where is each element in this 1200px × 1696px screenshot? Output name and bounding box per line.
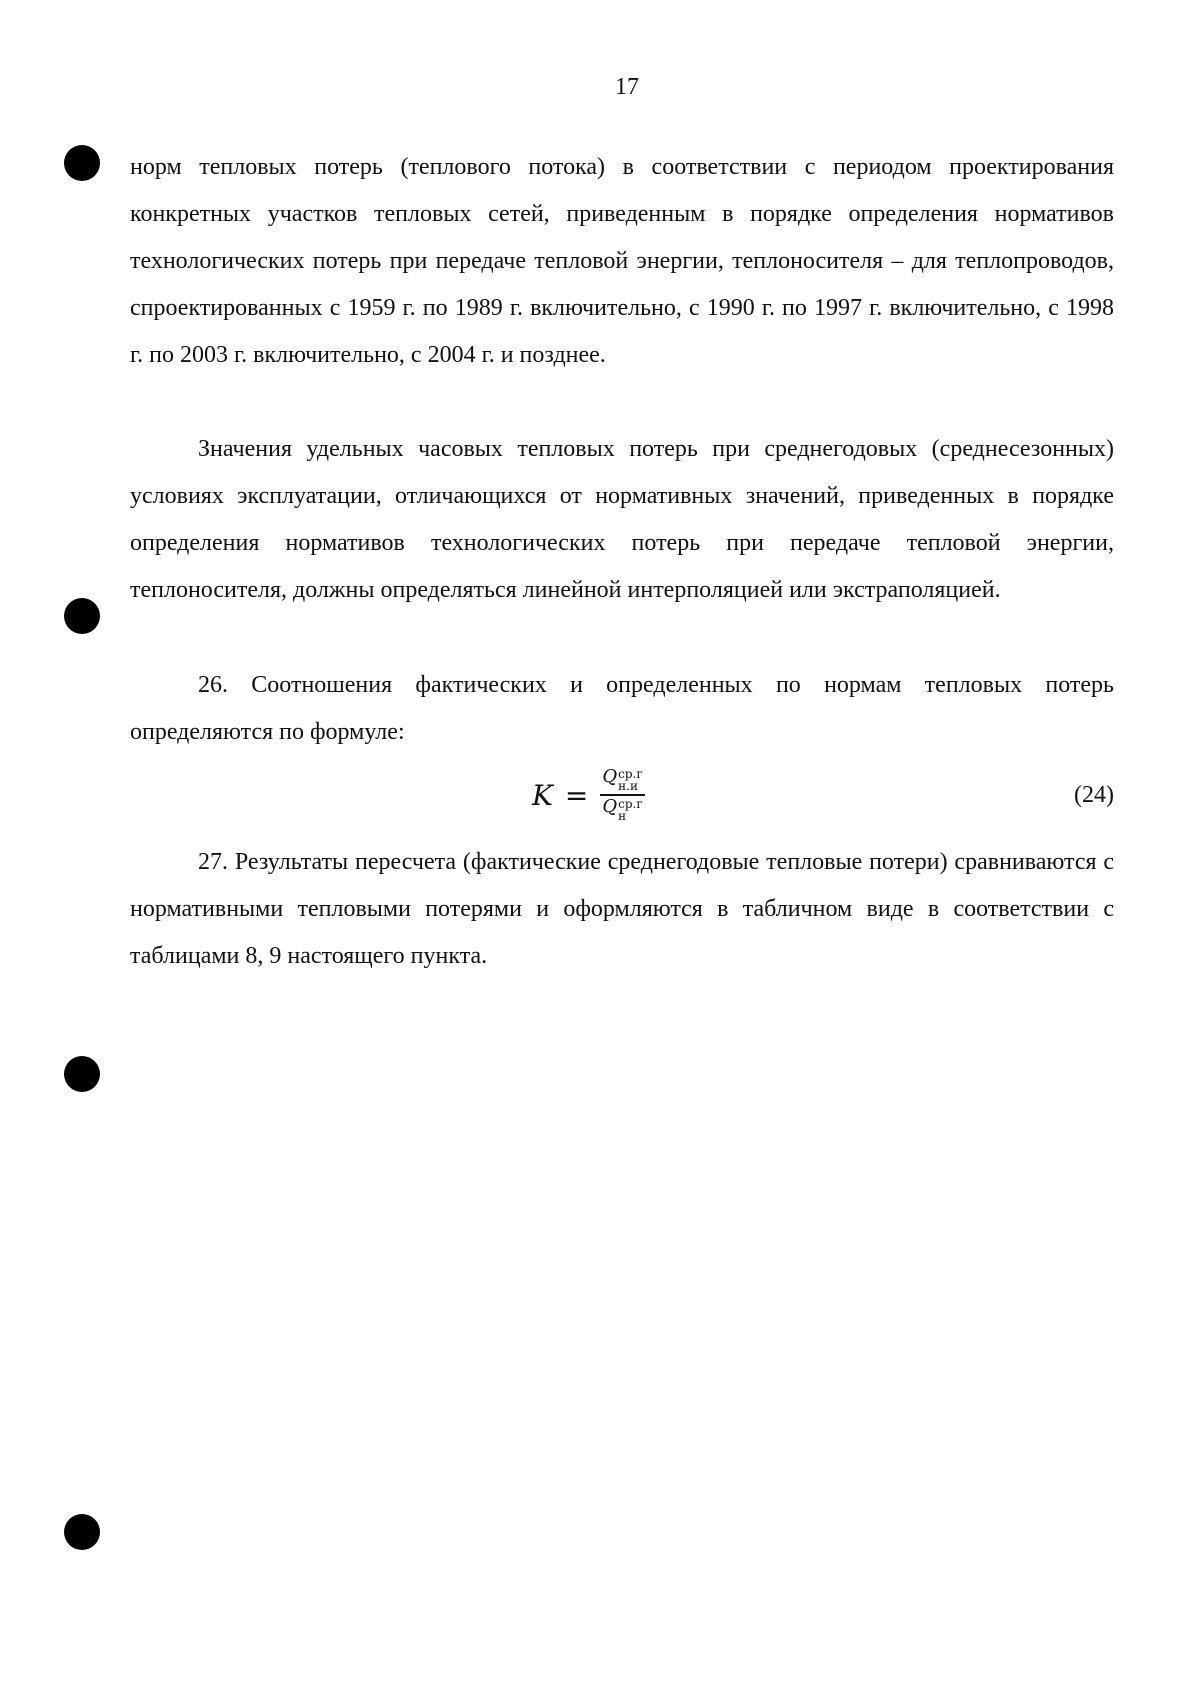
- denominator-symbol: Q: [602, 795, 618, 817]
- punch-hole-3: [64, 1056, 100, 1092]
- formula-lhs: K: [532, 778, 553, 812]
- numerator-symbol: Q: [602, 766, 618, 788]
- denominator-subscript: н: [618, 808, 627, 823]
- paragraph-specific-losses: Значения удельных часовых тепловых потерь при среднегодовых (среднесезонных) условиях эксплуатации, отличающихся от нормативных значений, приведенных в порядке определения нормативов технологических потерь при передаче тепловой энергии, теплоносителя, должны определяться линейной интерполяцией или экстраполяцией.: [130, 436, 1114, 603]
- denominator-scripts: [618, 798, 643, 822]
- denominator-superscript: ср.г: [618, 796, 643, 811]
- formula-equals: =: [564, 778, 589, 812]
- formula-24: [532, 760, 645, 830]
- formula-fraction: [600, 768, 644, 822]
- paragraph-item-26: 26. Соотношения фактических и определенных по нормам тепловых потерь определяются по формуле:: [130, 672, 1114, 745]
- paragraph-item-27: 27. Результаты пересчета (фактические среднегодовые тепловые потери) сравниваются с нормативными тепловыми потерями и оформляются в табличном виде в соответствии с таблицами 8, 9 настоящего пункта.: [130, 849, 1114, 969]
- numerator-scripts: [618, 768, 643, 792]
- page-number: 17: [615, 74, 639, 100]
- punch-hole-1: [64, 145, 100, 181]
- numerator-subscript: н.и: [618, 779, 638, 794]
- punch-hole-4: [64, 1514, 100, 1550]
- punch-hole-2: [64, 598, 100, 634]
- paragraph-norms-period: норм тепловых потерь (теплового потока) в соответствии с периодом проектирования конкретных участков тепловых сетей, приведенным в порядке определения нормативов технологических потерь при передаче тепловой энергии, теплоносителя – для теплопроводов, спроектированных с 1959 г. по 1989 г. включительно, с 1990 г. по 1997 г. включительно, с 1998 г. по 2003 г. включительно, с 2004 г. и позднее.: [130, 154, 1114, 368]
- fraction-denominator: [600, 795, 644, 823]
- fraction-numerator: [600, 768, 644, 792]
- equation-number: (24): [1074, 782, 1114, 808]
- formula-row: [130, 760, 1114, 830]
- numerator-superscript: ср.г: [618, 767, 643, 782]
